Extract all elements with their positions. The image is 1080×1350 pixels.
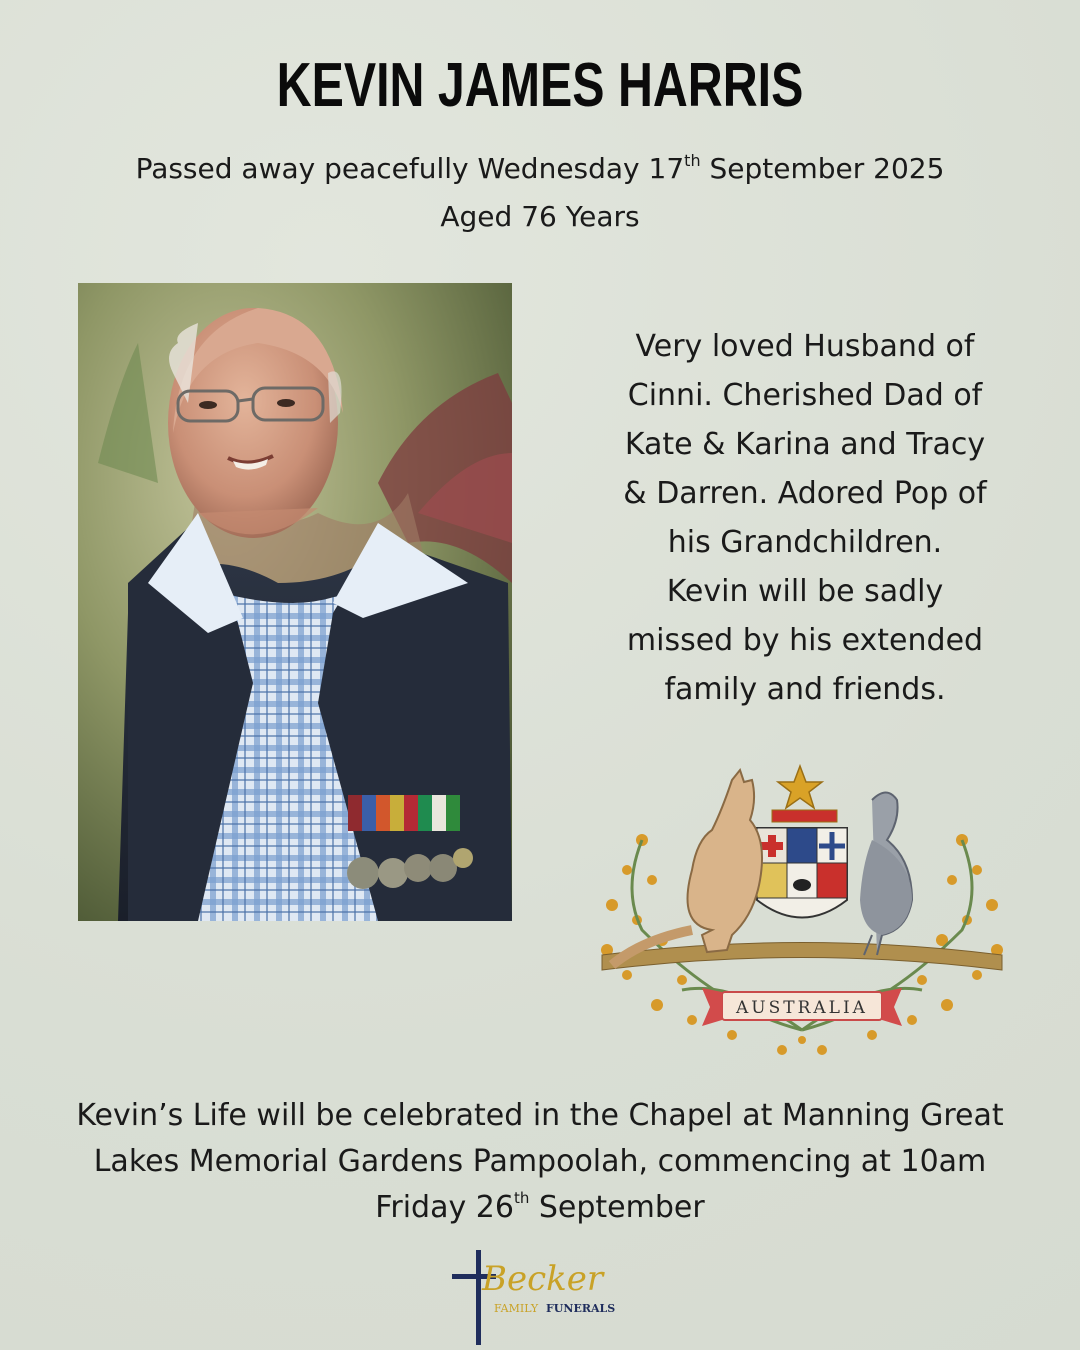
passed-prefix: Passed away peacefully Wednesday 17: [135, 152, 685, 185]
age-line: Aged 76 Years: [440, 200, 640, 233]
service-line-3: [20, 1185, 1060, 1231]
logo-brand: Becker: [482, 1259, 604, 1299]
cross-icon: [476, 1250, 481, 1345]
funeral-home-logo: [452, 1250, 622, 1345]
notice-subtitle: [0, 145, 1080, 241]
deceased-name: KEVIN JAMES HARRIS: [276, 51, 804, 120]
tribute-line: Cinni. Cherished Dad of: [627, 378, 983, 413]
coat-of-arms-icon: [582, 730, 1022, 1070]
tribute-line: missed by his extended: [626, 623, 984, 658]
service-day: Friday 26: [375, 1190, 514, 1225]
passed-sup: th: [684, 151, 701, 170]
tribute-line: Very loved Husband of: [635, 329, 975, 364]
tribute-line: & Darren. Adored Pop of: [623, 476, 987, 511]
tribute-line: family and friends.: [664, 672, 946, 707]
service-day-sup: th: [513, 1189, 530, 1207]
service-details: [20, 1093, 1060, 1231]
passed-suffix: September 2025: [700, 152, 945, 185]
tribute-text: [585, 322, 1025, 714]
service-line-2: Lakes Memorial Gardens Pampoolah, commencing at 10am: [93, 1144, 987, 1179]
service-month: September: [529, 1190, 705, 1225]
tribute-line: Kate & Karina and Tracy: [624, 427, 986, 462]
tribute-line: his Grandchildren.: [667, 525, 943, 560]
crest-scroll-text: AUSTRALIA: [736, 998, 868, 1018]
passed-away-line: [0, 145, 1080, 193]
portrait-photo: [78, 283, 512, 921]
logo-funerals: FUNERALS: [546, 1302, 616, 1315]
logo-family: FAMILY: [494, 1302, 539, 1315]
service-line-1: Kevin’s Life will be celebrated in the Chapel at Manning Great: [76, 1098, 1004, 1133]
tribute-line: Kevin will be sadly: [666, 574, 944, 609]
